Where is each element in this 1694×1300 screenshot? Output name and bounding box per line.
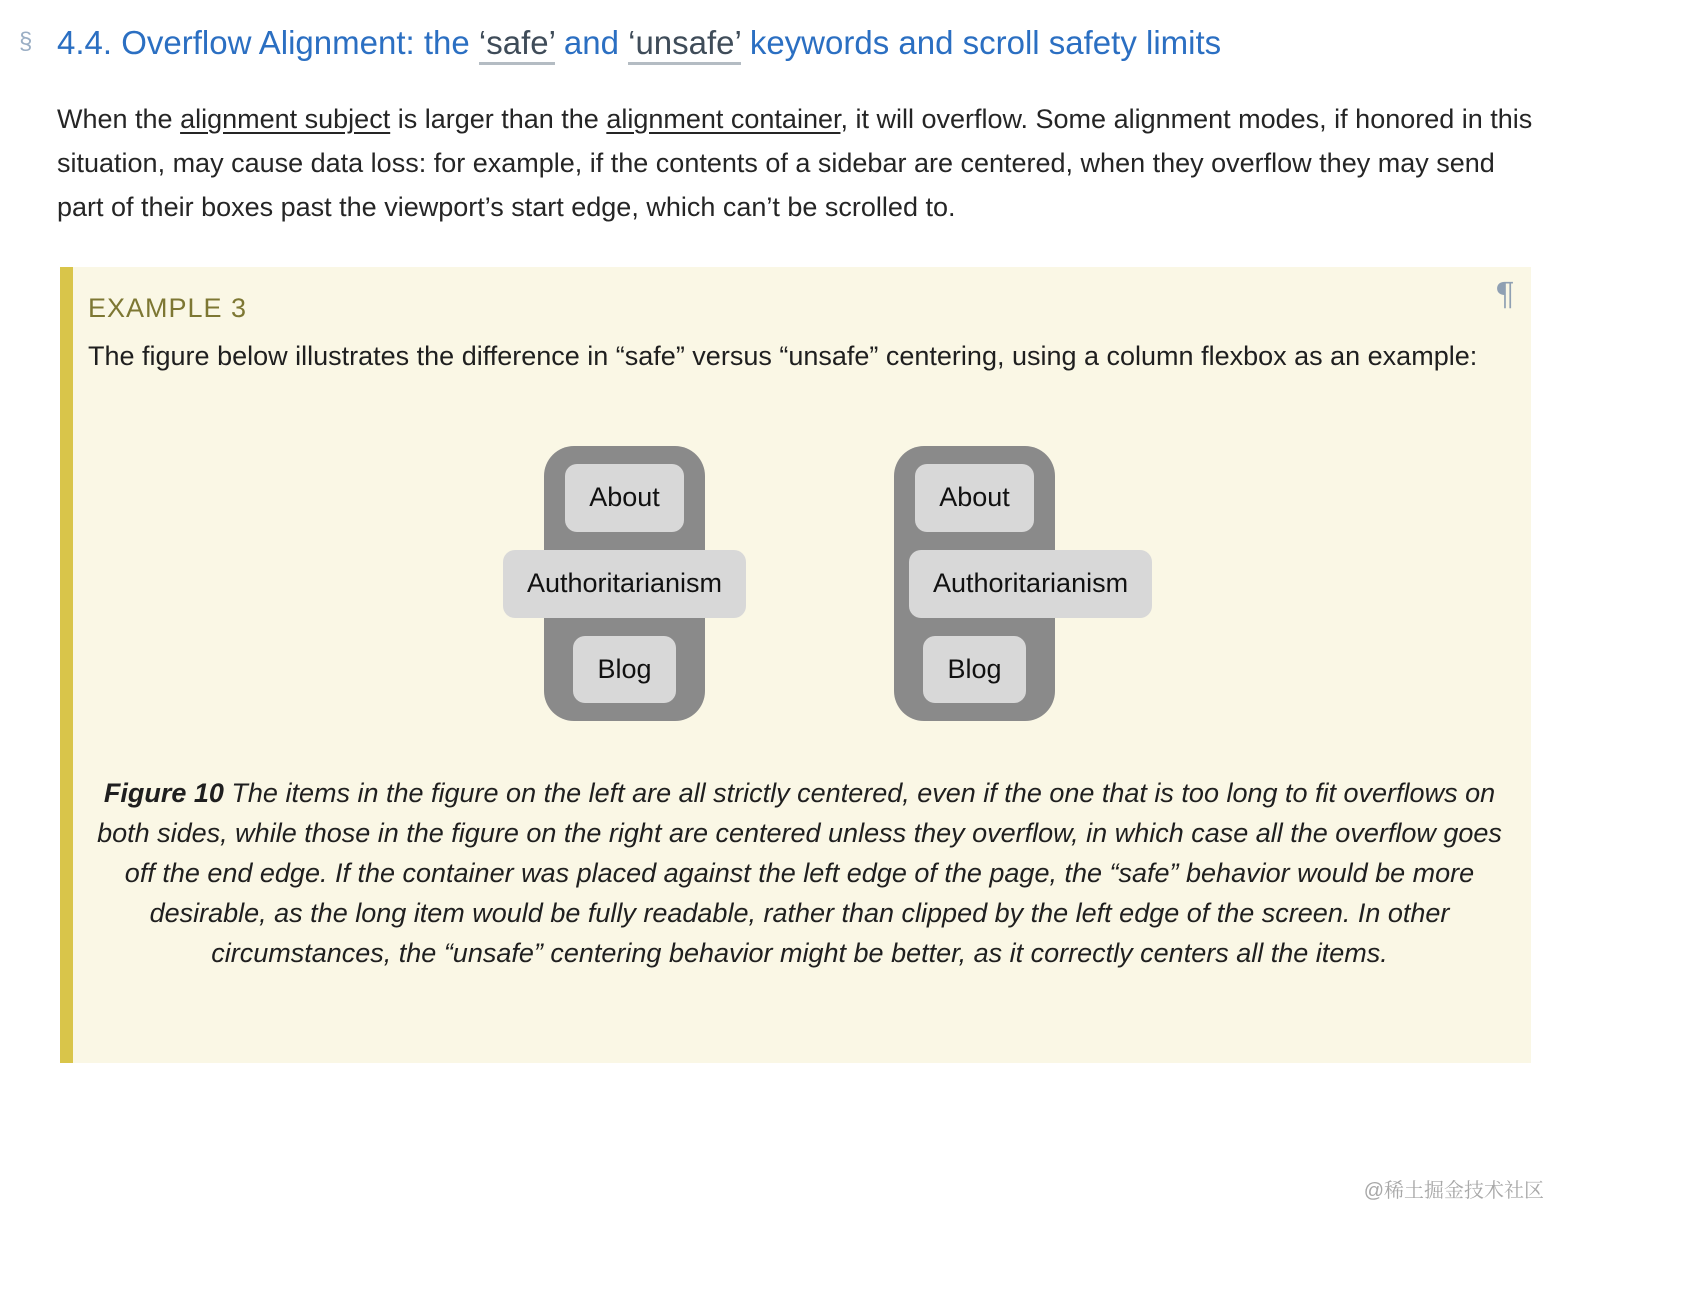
unsafe-centering-demo: [526, 446, 723, 721]
heading-text-pre: 4.4. Overflow Alignment: the: [57, 24, 479, 61]
watermark: @稀土掘金技术社区: [1363, 1180, 1544, 1202]
flex-item-blog: Blog: [573, 636, 675, 704]
figure-caption-text: The items in the figure on the left are all strictly centered, even if the one that is too long to fit overflows on both sides, while those in the figure on the right are centered unless they overflow, in which case all the overflow goes off the end edge. If the container was placed against the left edge of the page, the “safe” behavior would be more desirable, as the long item would be fully readable, rather than clipped by the left edge of the screen. In other circumstances, the “unsafe” centering behavior might be better, as it correctly centers all the items.: [97, 778, 1502, 969]
figure-caption: [96, 773, 1503, 973]
safe-centering-demo: [894, 446, 1129, 721]
figure: [88, 446, 1511, 721]
heading-text-mid: and: [554, 24, 629, 61]
example-box: [60, 267, 1531, 1063]
section-heading: [19, 22, 1534, 63]
paragraph-text: , it will overflow. Some alignment modes, if honored in this situation, may cause data loss: for example, if the contents of a sidebar are centered, when they overflow they may send part of their boxes past the viewport’s start edge, which can’t be scrolled to.: [57, 104, 1533, 223]
paragraph-text: When the: [57, 104, 181, 135]
safe-keyword-link[interactable]: ‘safe’: [479, 24, 555, 65]
flex-item-about: About: [565, 464, 684, 532]
flex-item-authoritarianism-overflow: Authoritarianism: [909, 550, 1152, 618]
paragraph-text: is larger than the: [390, 104, 607, 135]
example-intro-text: The figure below illustrates the difference in “safe” versus “unsafe” centering, using a column flexbox as an example:: [88, 341, 1478, 372]
spec-page: [0, 22, 1694, 1300]
alignment-subject-link[interactable]: alignment subject: [180, 104, 391, 135]
example-label: EXAMPLE 3: [88, 293, 248, 324]
heading-text-post: keywords and scroll safety limits: [740, 24, 1222, 61]
flex-item-about: About: [915, 464, 1034, 532]
alignment-container-link[interactable]: alignment container: [606, 104, 841, 135]
section-mark-link[interactable]: §: [19, 28, 33, 55]
unsafe-keyword-link[interactable]: ‘unsafe’: [628, 24, 741, 65]
intro-paragraph: [57, 97, 1534, 229]
flex-item-blog: Blog: [923, 636, 1025, 704]
figure-number: Figure 10: [103, 778, 224, 809]
flex-item-authoritarianism-overflow: Authoritarianism: [503, 550, 746, 618]
pilcrow-self-link-icon[interactable]: ¶: [1494, 275, 1515, 314]
